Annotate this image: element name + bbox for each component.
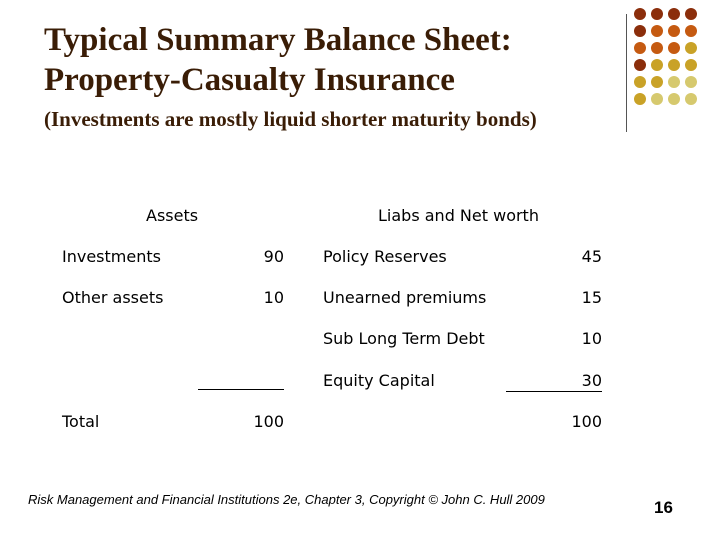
decorative-dot <box>651 8 663 20</box>
decorative-dot <box>668 93 680 105</box>
decorative-dot <box>651 93 663 105</box>
liab-label-sub-debt: Sub Long Term Debt <box>323 329 485 348</box>
decorative-dot <box>685 93 697 105</box>
assets-subtotal-rule <box>198 389 284 390</box>
liab-value-equity-capital: 30 <box>581 371 602 390</box>
decorative-dot <box>634 8 646 20</box>
liab-value-sub-debt: 10 <box>581 329 602 348</box>
decorative-dot <box>651 59 663 71</box>
decorative-dot <box>634 93 646 105</box>
decorative-dot <box>685 42 697 54</box>
decorative-dot <box>668 59 680 71</box>
asset-value-other: 10 <box>263 288 284 307</box>
decorative-vertical-rule <box>626 14 627 132</box>
asset-label-other: Other assets <box>62 288 164 307</box>
decorative-dot <box>651 76 663 88</box>
slide-title <box>44 20 604 100</box>
assets-header: Assets <box>146 206 199 225</box>
decorative-dot <box>634 59 646 71</box>
slide-subtitle: (Investments are mostly liquid shorter maturity bonds) <box>44 107 537 131</box>
liabs-total: 100 <box>571 412 602 431</box>
decorative-dot <box>685 25 697 37</box>
liabs-header: Liabs and Net worth <box>378 206 539 225</box>
liab-label-unearned-premiums: Unearned premiums <box>323 288 487 307</box>
footer-citation: Risk Management and Financial Institutions 2e, Chapter 3, Copyright © John C. Hull 2009 <box>28 492 545 507</box>
decorative-dot <box>668 25 680 37</box>
decorative-dot <box>651 42 663 54</box>
decorative-dot <box>685 8 697 20</box>
liab-value-unearned-premiums: 15 <box>581 288 602 307</box>
decorative-dot <box>668 42 680 54</box>
decorative-dot <box>634 25 646 37</box>
decorative-dot <box>668 8 680 20</box>
page-number: 16 <box>654 498 673 517</box>
liab-label-equity-capital: Equity Capital <box>323 371 435 390</box>
decorative-dot <box>668 76 680 88</box>
title-line-1: Typical Summary Balance Sheet: <box>44 22 512 58</box>
decorative-dot <box>685 59 697 71</box>
title-line-2: Property-Casualty Insurance <box>44 62 455 98</box>
decorative-dot <box>651 25 663 37</box>
liabs-subtotal-rule <box>506 391 602 392</box>
assets-total: 100 <box>253 412 284 431</box>
decorative-dot <box>685 76 697 88</box>
decorative-dot <box>634 76 646 88</box>
decorative-dot <box>634 42 646 54</box>
total-label: Total <box>62 412 100 431</box>
asset-label-investments: Investments <box>62 247 161 266</box>
liab-value-policy-reserves: 45 <box>581 247 602 266</box>
liab-label-policy-reserves: Policy Reserves <box>323 247 447 266</box>
asset-value-investments: 90 <box>263 247 284 266</box>
